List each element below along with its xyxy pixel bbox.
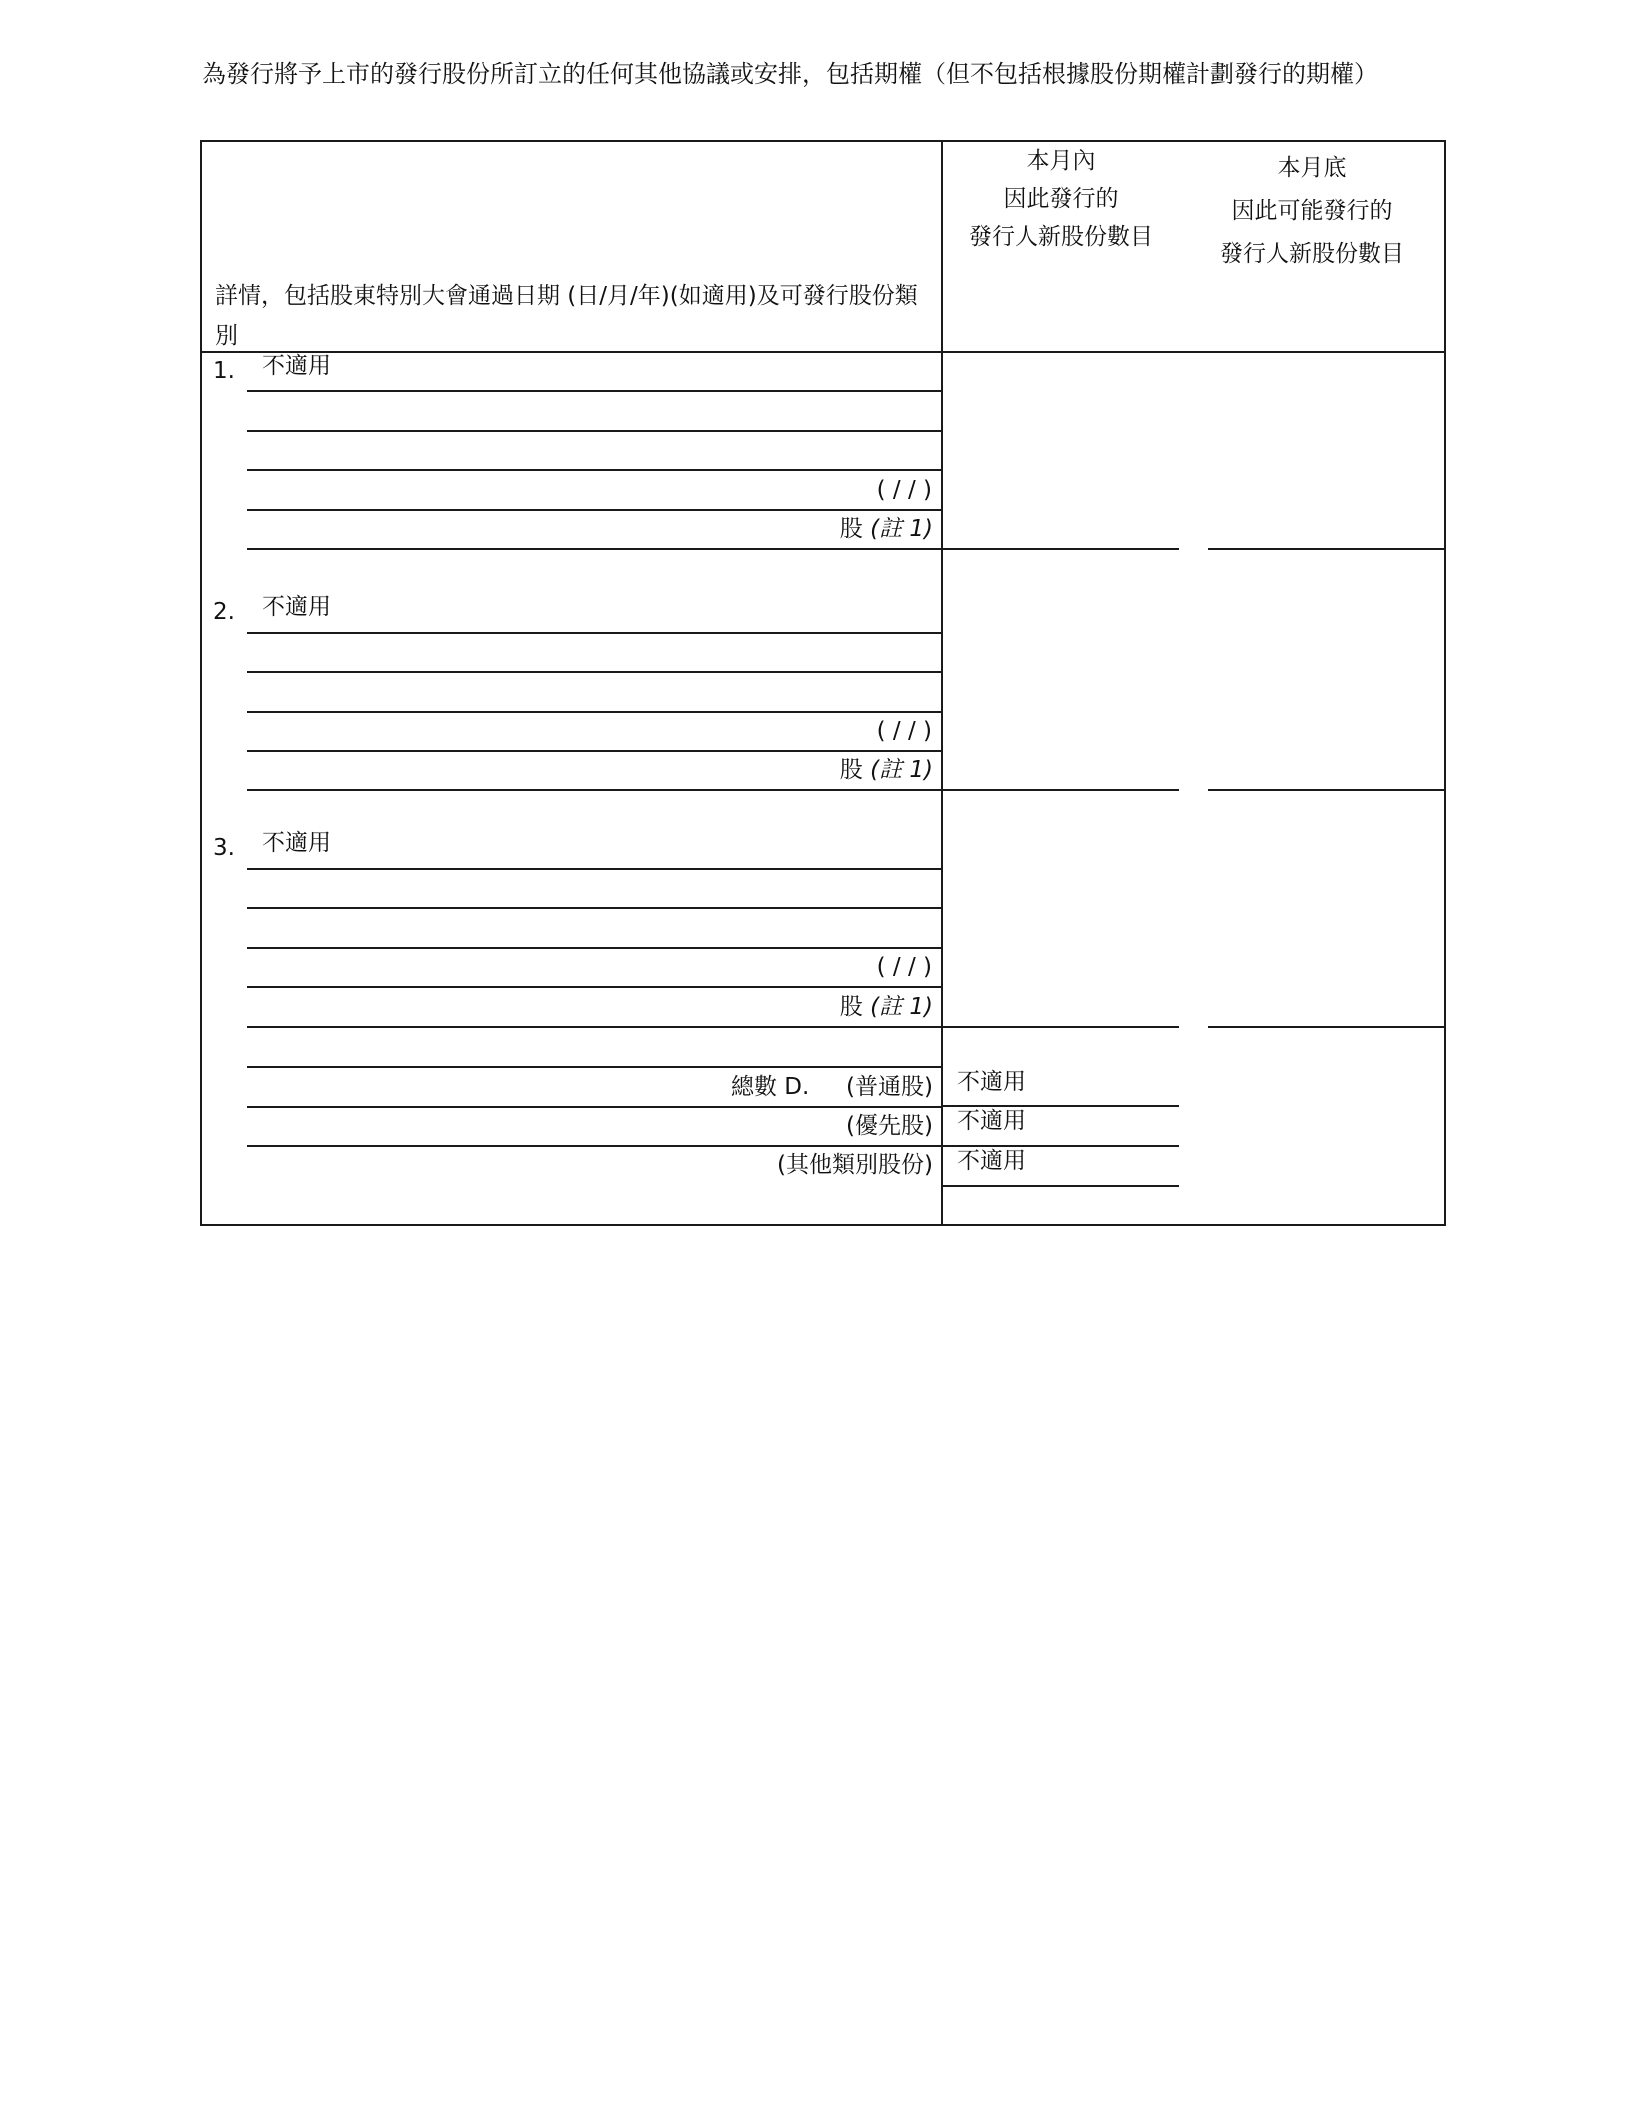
month-issued-header-line: 因此發行的 <box>1003 186 1119 212</box>
page-title: 為發行將予上市的發行股份所訂立的任何其他協議或安排，包括期權（但不包括根據股份期權計劃發行的期權） <box>202 60 1378 88</box>
month-issued-header-line: 發行人新股份數目 <box>969 224 1153 250</box>
row-number: 1. <box>213 358 235 384</box>
month-end-header-line: 因此可能發行的 <box>1231 198 1393 224</box>
note-ref: (註 1) <box>870 757 933 783</box>
share-label: 股 <box>839 516 863 542</box>
month-end-header <box>1180 147 1444 276</box>
month-end-header-line: 本月底 <box>1277 155 1347 181</box>
total-preference-value: 不適用 <box>957 1108 1026 1134</box>
total-label: 總數 D. <box>731 1074 810 1100</box>
share-class-line <box>700 756 933 784</box>
row-text: 不適用 <box>262 594 331 620</box>
total-preference-label: (優先股) <box>846 1113 933 1139</box>
row-number: 3. <box>213 835 235 861</box>
total-ordinary-label: (普通股) <box>846 1074 933 1100</box>
total-other-label: (其他類別股份) <box>777 1152 933 1178</box>
month-issued-header-line: 本月內 <box>1026 148 1096 174</box>
month-issued-header <box>943 142 1179 256</box>
share-label: 股 <box>839 994 863 1020</box>
row-text: 不適用 <box>262 353 331 379</box>
resolution-date: ( / / ) <box>876 718 932 744</box>
month-end-header-line: 發行人新股份數目 <box>1220 241 1404 267</box>
share-class-line <box>700 993 933 1021</box>
resolution-date: ( / / ) <box>876 477 932 503</box>
details-column-header: 詳情，包括股東特別大會通過日期 (日/月/年)(如適用)及可發行股份類別 <box>215 283 918 349</box>
note-ref: (註 1) <box>870 994 933 1020</box>
row-text: 不適用 <box>262 830 331 856</box>
share-class-line <box>700 515 933 543</box>
note-ref: (註 1) <box>870 516 933 542</box>
total-other-value: 不適用 <box>957 1148 1026 1174</box>
row-number: 2. <box>213 599 235 625</box>
share-label: 股 <box>839 757 863 783</box>
total-ordinary-value: 不適用 <box>957 1069 1026 1095</box>
resolution-date: ( / / ) <box>876 954 932 980</box>
